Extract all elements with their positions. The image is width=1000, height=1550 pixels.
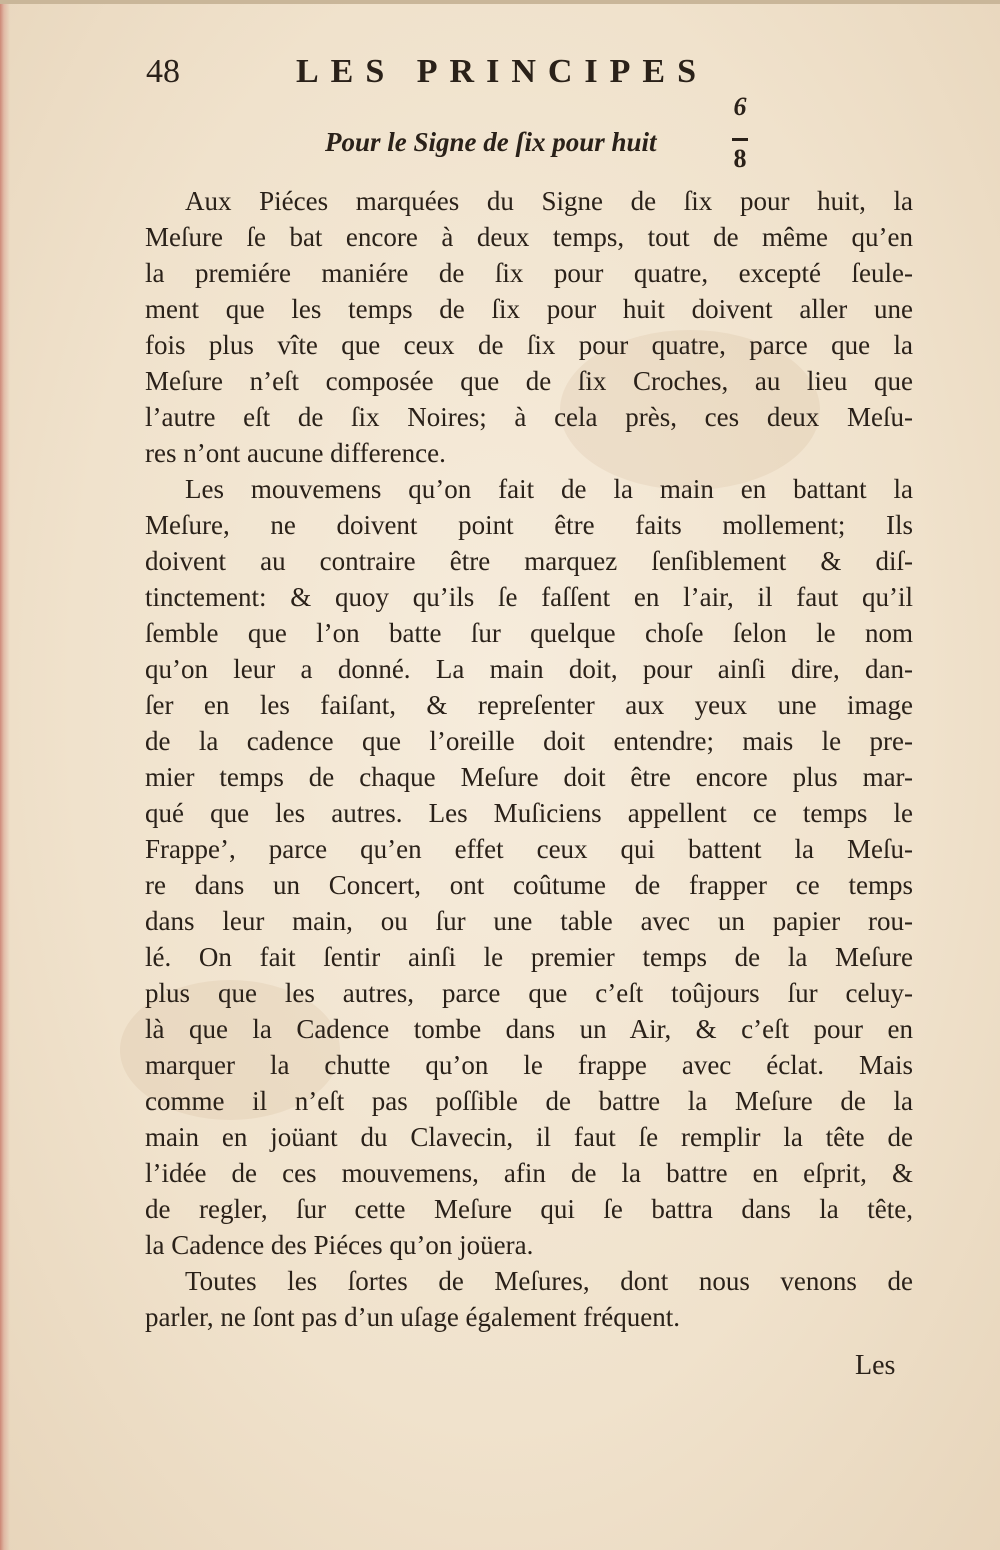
text-line: ſer en les faiſant, & repreſenter aux yeux une image [145,690,913,720]
time-signature-fraction [726,92,754,182]
text-line: mier temps de chaque Meſure doit être encore plus mar- [145,762,913,792]
page-header [146,52,786,92]
text-line: res n’ont aucune difference. [145,438,446,468]
text-line: la Cadence des Piéces qu’on joüera. [145,1230,534,1260]
text-line: l’idée de ces mouvemens, afin de la battre en eſprit, & [145,1158,913,1188]
text-line: qu’on leur a donné. La main doit, pour ainſi dire, dan- [145,654,913,684]
page-edge [0,0,10,1550]
text-line: l’autre eſt de ſix Noires; à cela près, ces deux Meſu- [145,402,913,432]
text-line: de regler, ſur cette Meſure qui ſe battra dans la tête, [145,1194,913,1224]
catchword: Les [855,1350,896,1381]
text-line: re dans un Concert, ont coûtume de frapper ce temps [145,870,913,900]
text-line: Frappe’, parce qu’en effet ceux qui battent la Meſu- [145,834,913,864]
text-line: doivent au contraire être marquez ſenſiblement & diſ- [145,546,913,576]
page-number: 48 [146,53,180,90]
text-line: fois plus vîte que ceux de ſix pour quatre, parce que la [145,330,913,360]
text-line: Aux Piéces marquées du Signe de ſix pour huit, la [185,186,913,216]
text-line: là que la Cadence tombe dans un Air, & c’eſt pour en [145,1014,913,1044]
text-line: de la cadence que l’oreille doit entendre; mais le pre- [145,726,913,756]
running-head: LES PRINCIPES [296,53,709,90]
text-line: Les mouvemens qu’on fait de la main en battant la [185,474,913,504]
text-line: Meſure, ne doivent point être faits mollement; Ils [145,510,913,540]
text-line: marquer la chutte qu’on le frappe avec éclat. Mais [145,1050,913,1080]
text-line: qué que les autres. Les Muſiciens appellent ce temps le [145,798,913,828]
fraction-bar [732,138,748,141]
text-line: Toutes les ſortes de Meſures, dont nous venons de [185,1266,913,1296]
text-line: comme il n’eſt pas poſſible de battre la Meſure de la [145,1086,913,1116]
text-line: tinctement: & quoy qu’ils ſe faſſent en l’air, il faut qu’il [145,582,913,612]
section-title: Pour le Signe de ſix pour huit [325,127,657,157]
page-top-edge [0,0,1000,4]
fraction-numerator: 6 [733,92,747,121]
text-line: ment que les temps de ſix pour huit doivent aller une [145,294,913,324]
text-line: lé. On fait ſentir ainſi le premier temps de la Meſure [145,942,913,972]
text-line: plus que les autres, parce que c’eſt toûjours ſur celuy- [145,978,913,1008]
body-text [145,183,913,1335]
text-line: Meſure ſe bat encore à deux temps, tout de même qu’en [145,222,913,252]
text-line: la premiére maniére de ſix pour quatre, excepté ſeule- [145,258,913,288]
text-line: Meſure n’eſt composée que de ſix Croches, au lieu que [145,366,913,396]
text-line: main en joüant du Clavecin, il faut ſe remplir la tête de [145,1122,913,1152]
text-line: parler, ne ſont pas d’un uſage également fréquent. [145,1302,680,1332]
fraction-denominator: 8 [733,144,747,173]
text-line: dans leur main, ou ſur une table avec un papier rou- [145,906,913,936]
text-line: ſemble que l’on batte ſur quelque choſe ſelon le nom [145,618,913,648]
